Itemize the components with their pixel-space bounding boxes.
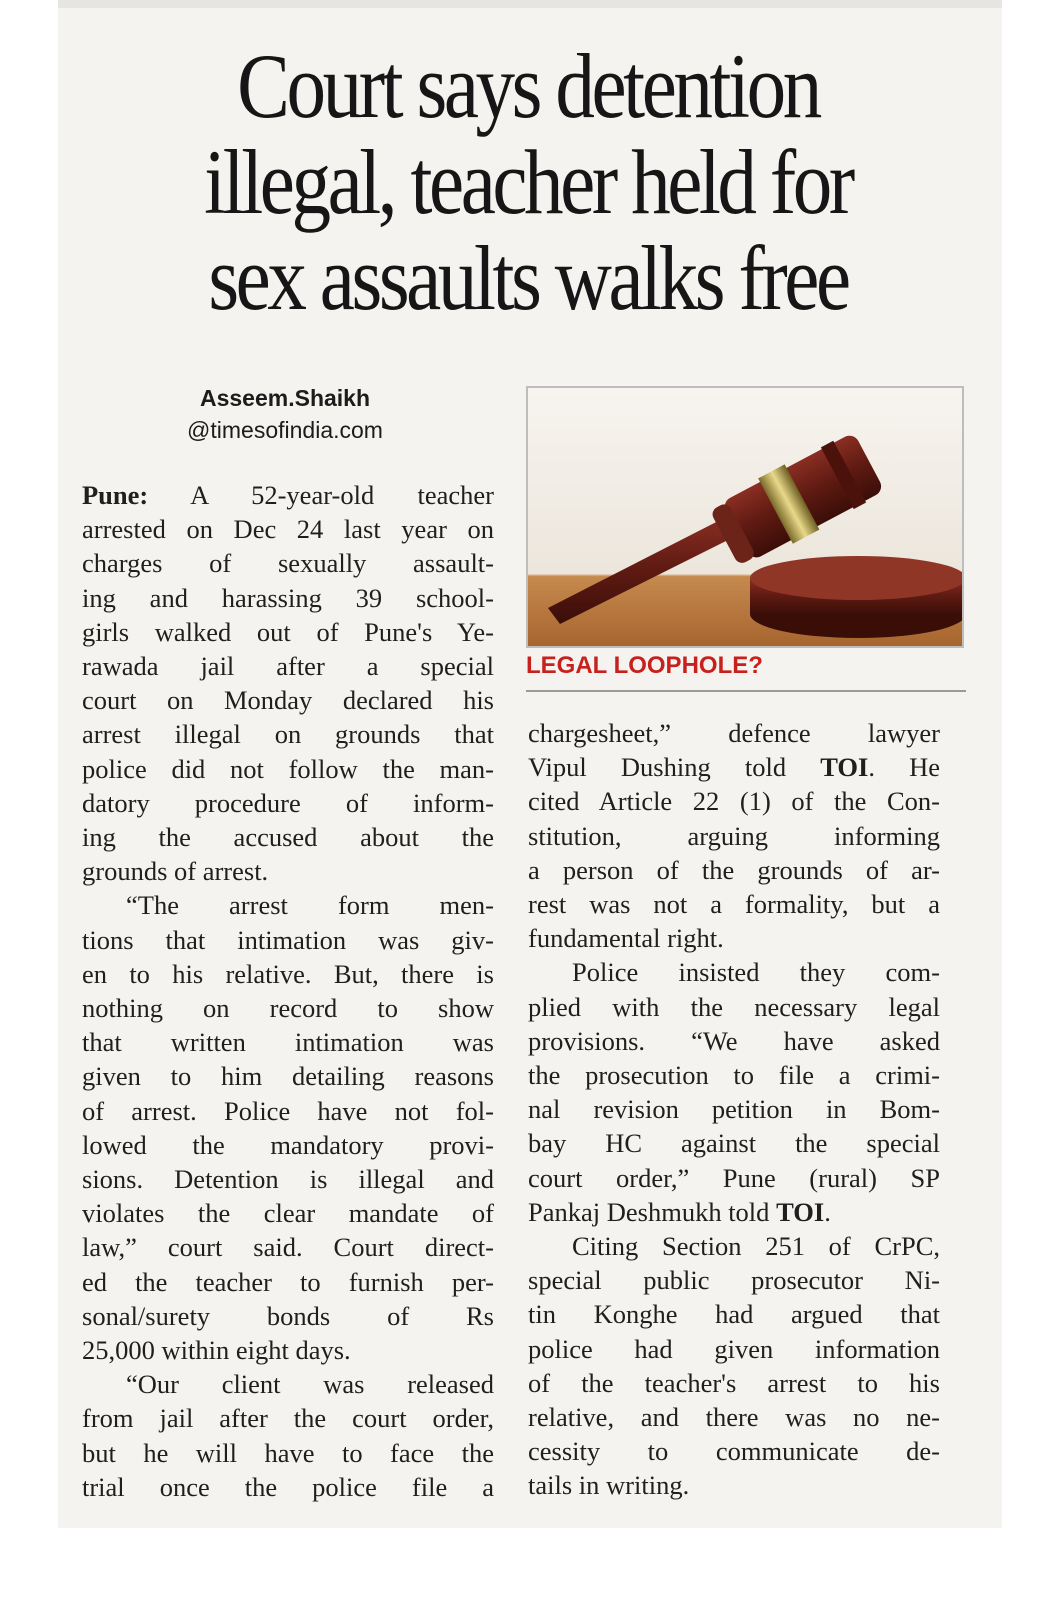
article-line: court on Monday declared his — [82, 685, 494, 716]
article-column-1 — [82, 478, 494, 1504]
article-line: chargesheet,” defence lawyer — [528, 718, 940, 748]
article-line: provisions. “We have asked — [528, 1025, 940, 1056]
article-line: ing and harassing 39 school- — [82, 582, 494, 613]
article-line: tions that intimation was giv- — [82, 924, 494, 955]
article-line: ing the accused about the — [82, 822, 494, 853]
article-line: a person of the grounds of ar- — [528, 854, 940, 885]
article-line: lowed the mandatory provi- — [82, 1129, 494, 1160]
article-line: cessity to communicate de- — [528, 1436, 940, 1467]
article-line: Pankaj Deshmukh told TOI. — [528, 1196, 831, 1227]
caption-divider — [526, 690, 966, 692]
article-line: rest was not a formality, but a — [528, 889, 940, 920]
article-line: of arrest. Police have not fol- — [82, 1095, 494, 1126]
gavel-icon — [528, 388, 962, 646]
headline — [141, 35, 915, 329]
article-line: en to his relative. But, there is — [82, 958, 494, 989]
article-line: girls walked out of Pune's Ye- — [82, 616, 494, 647]
article-line: Pune: A 52-year-old teacher — [82, 480, 494, 510]
article-line: stitution, arguing informing — [528, 820, 940, 851]
article-line: charges of sexually assault- — [82, 548, 494, 579]
article-line: police had given information — [528, 1333, 940, 1364]
author-name: Asseem.Shaikh — [199, 385, 371, 411]
headline-line-2: illegal, teacher held for — [204, 131, 852, 233]
article-line: Citing Section 251 of CrPC, — [572, 1231, 940, 1262]
article-line: from jail after the court order, — [82, 1403, 494, 1434]
toi-mark: TOI — [776, 1196, 825, 1227]
article-line: 25,000 within eight days. — [82, 1335, 351, 1366]
article-line: cited Article 22 (1) of the Con- — [528, 786, 940, 817]
article-line: police did not follow the man- — [82, 753, 494, 784]
article-line: fundamental right. — [528, 923, 724, 954]
article-line: arrested on Dec 24 last year on — [82, 514, 494, 545]
article-line: arrest illegal on grounds that — [82, 719, 494, 750]
dateline: Pune: — [82, 480, 149, 510]
author-email: @timesofindia.com — [187, 417, 383, 443]
article-line: rawada jail after a special — [82, 651, 494, 682]
byline — [120, 382, 450, 446]
article-line: ed the teacher to furnish per- — [82, 1266, 494, 1297]
article-line: “The arrest form men- — [126, 890, 494, 921]
article-line: trial once the police file a — [82, 1471, 494, 1502]
article-line: plied with the necessary legal — [528, 991, 940, 1022]
article-line: grounds of arrest. — [82, 856, 269, 887]
article-line: tails in writing. — [528, 1470, 690, 1501]
article-line: violates the clear mandate of — [82, 1198, 494, 1229]
article-line: Vipul Dushing told TOI. He — [528, 752, 940, 783]
article-line: that written intimation was — [82, 1027, 494, 1058]
gavel-photo — [526, 386, 964, 648]
toi-mark: TOI — [820, 752, 869, 783]
article-line: nothing on record to show — [82, 993, 494, 1024]
article-line: tin Konghe had argued that — [528, 1299, 940, 1330]
article-line: law,” court said. Court direct- — [82, 1232, 494, 1263]
article-line: datory procedure of inform- — [82, 787, 494, 818]
article-line: special public prosecutor Ni- — [528, 1265, 940, 1296]
photo-caption: LEGAL LOOPHOLE? — [526, 652, 763, 679]
article-line: Police insisted they com- — [572, 957, 940, 988]
article-line: sonal/surety bonds of Rs — [82, 1300, 494, 1331]
article-line: sions. Detention is illegal and — [82, 1164, 494, 1195]
article-line: court order,” Pune (rural) SP — [528, 1162, 940, 1193]
article-line: the prosecution to file a crimi- — [528, 1060, 940, 1091]
headline-line-1: Court says detention — [237, 35, 819, 137]
article-line: “Our client was released — [126, 1369, 494, 1400]
article-line: of the teacher's arrest to his — [528, 1367, 940, 1398]
article-line: nal revision petition in Bom- — [528, 1094, 940, 1125]
article-column-2 — [528, 716, 940, 1503]
headline-line-3: sex assaults walks free — [208, 227, 848, 329]
article-line: relative, and there was no ne- — [528, 1402, 940, 1433]
article-line: given to him detailing reasons — [82, 1061, 494, 1092]
article-line: bay HC against the special — [528, 1128, 940, 1159]
article-line: but he will have to face the — [82, 1437, 494, 1468]
